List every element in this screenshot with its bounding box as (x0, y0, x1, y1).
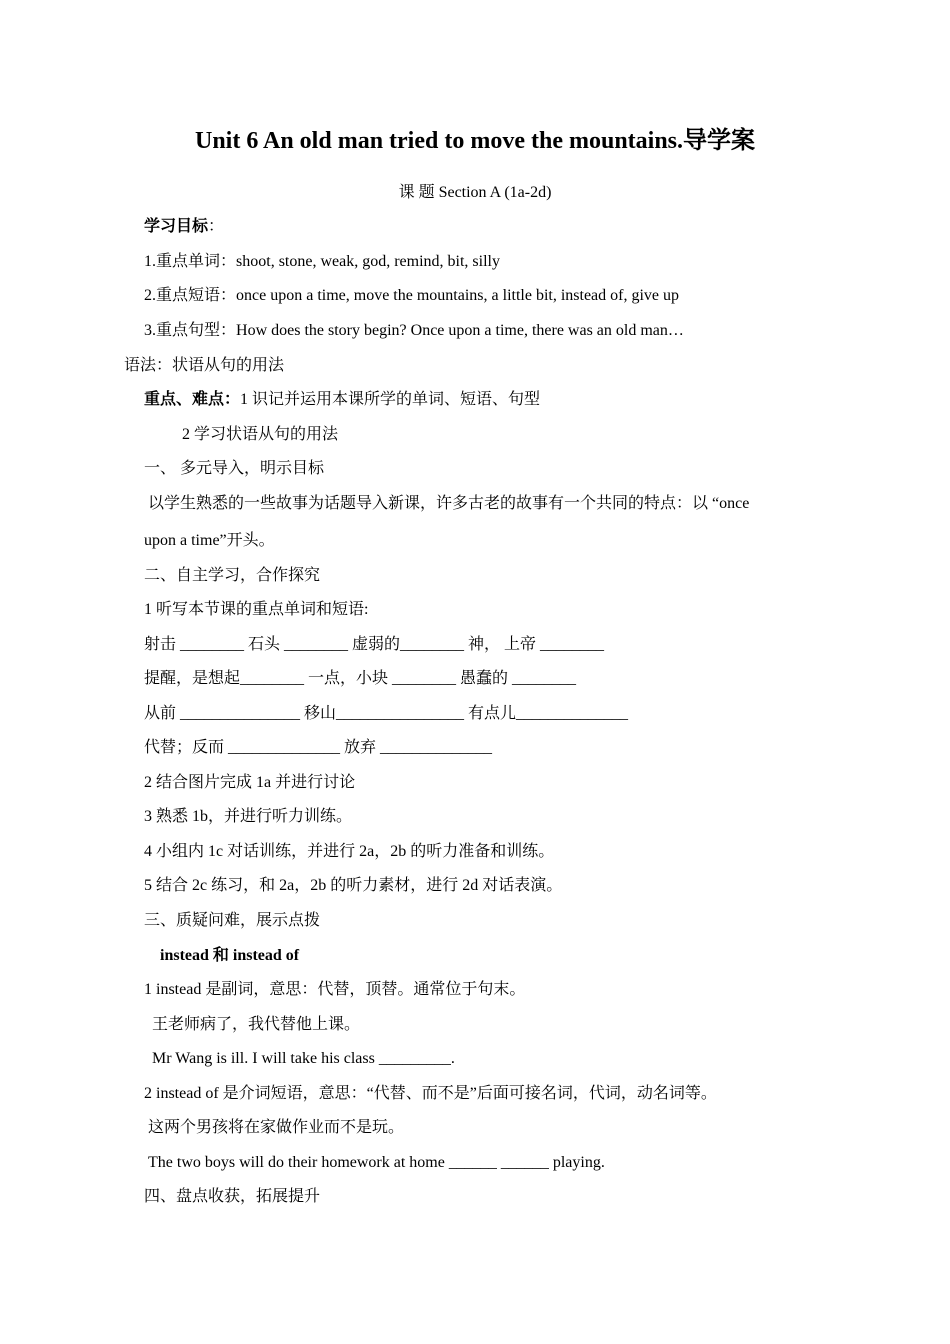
key-sentences-label: 3.重点句型： (144, 322, 237, 339)
example-2-chinese: 这两个男孩将在家做作业而不是玩。 (148, 1119, 405, 1136)
key-words: shoot, stone, weak, god, remind, bit, silly (236, 253, 500, 270)
key-points-item2: 2 学习状语从句的用法 (182, 426, 339, 443)
section3-subheading: instead 和 instead of (160, 947, 300, 964)
key-phrases: once upon a time, move the mountains, a little bit, instead of, give up (236, 287, 680, 304)
key-sentences: How does the story begin? Once upon a time, there was an old man… (236, 322, 684, 339)
dictation-row-2: 提醒，是想起________ 一点，小块 ________ 愚蠢的 ________ (144, 670, 577, 687)
example-2-english: The two boys will do their homework at home ______ ______ playing. (148, 1154, 605, 1171)
section3-heading: 三、质疑问难，展示点拨 (144, 912, 321, 929)
task-4: 4 小组内 1c 对话训练，并进行 2a，2b 的听力准备和训练。 (144, 843, 555, 860)
key-phrases-label: 2.重点短语： (144, 287, 237, 304)
grammar-line: 语法：状语从句的用法 (124, 357, 285, 374)
page-title: Unit 6 An old man tried to move the mountains.导学案 (194, 128, 756, 154)
dictation-row-4: 代替；反而 ______________ 放弃 ______________ (144, 739, 493, 756)
point-2: 2 instead of 是介词短语，意思：“代替、而不是”后面可接名词，代词，动名词等。 (144, 1085, 717, 1102)
key-phrases-line (144, 285, 679, 307)
section4-heading: 四、盘点收获，拓展提升 (144, 1188, 321, 1205)
section2-heading: 二、自主学习，合作探究 (144, 567, 321, 584)
key-points-item1: 1 识记并运用本课所学的单词、短语、句型 (240, 391, 541, 408)
section1-text-line1: 以学生熟悉的一些故事为话题导入新课，许多古老的故事有一个共同的特点：以 “once (148, 495, 750, 512)
key-points-label: 重点、难点： (144, 391, 241, 408)
key-points-line (144, 389, 540, 411)
example-1-english: Mr Wang is ill. I will take his class _________. (152, 1050, 455, 1067)
key-words-line (144, 251, 500, 273)
lesson-subtitle: 课 题 Section A (1a-2d) (398, 184, 552, 201)
example-1-chinese: 王老师病了，我代替他上课。 (152, 1016, 361, 1033)
section1-text-line2: upon a time”开头。 (144, 532, 275, 549)
key-sentences-line (144, 320, 684, 342)
objectives-heading-colon: ： (208, 218, 225, 235)
dictation-row-3: 从前 _______________ 移山________________ 有点儿______________ (144, 705, 629, 722)
task-3: 3 熟悉 1b，并进行听力训练。 (144, 808, 353, 825)
section1-heading: 一、 多元导入，明示目标 (144, 460, 325, 477)
task-2: 2 结合图片完成 1a 并进行讨论 (144, 774, 356, 791)
dictation-row-1: 射击 ________ 石头 ________ 虚弱的________ 神， 上帝 ________ (144, 636, 605, 653)
dictation-intro: 1 听写本节课的重点单词和短语: (144, 601, 369, 618)
objectives-heading (144, 216, 224, 238)
key-words-label: 1.重点单词： (144, 253, 237, 270)
objectives-heading-text: 学习目标 (144, 218, 209, 235)
task-5: 5 结合 2c 练习，和 2a，2b 的听力素材，进行 2d 对话表演。 (144, 877, 563, 894)
point-1: 1 instead 是副词，意思：代替，顶替。通常位于句末。 (144, 981, 526, 998)
